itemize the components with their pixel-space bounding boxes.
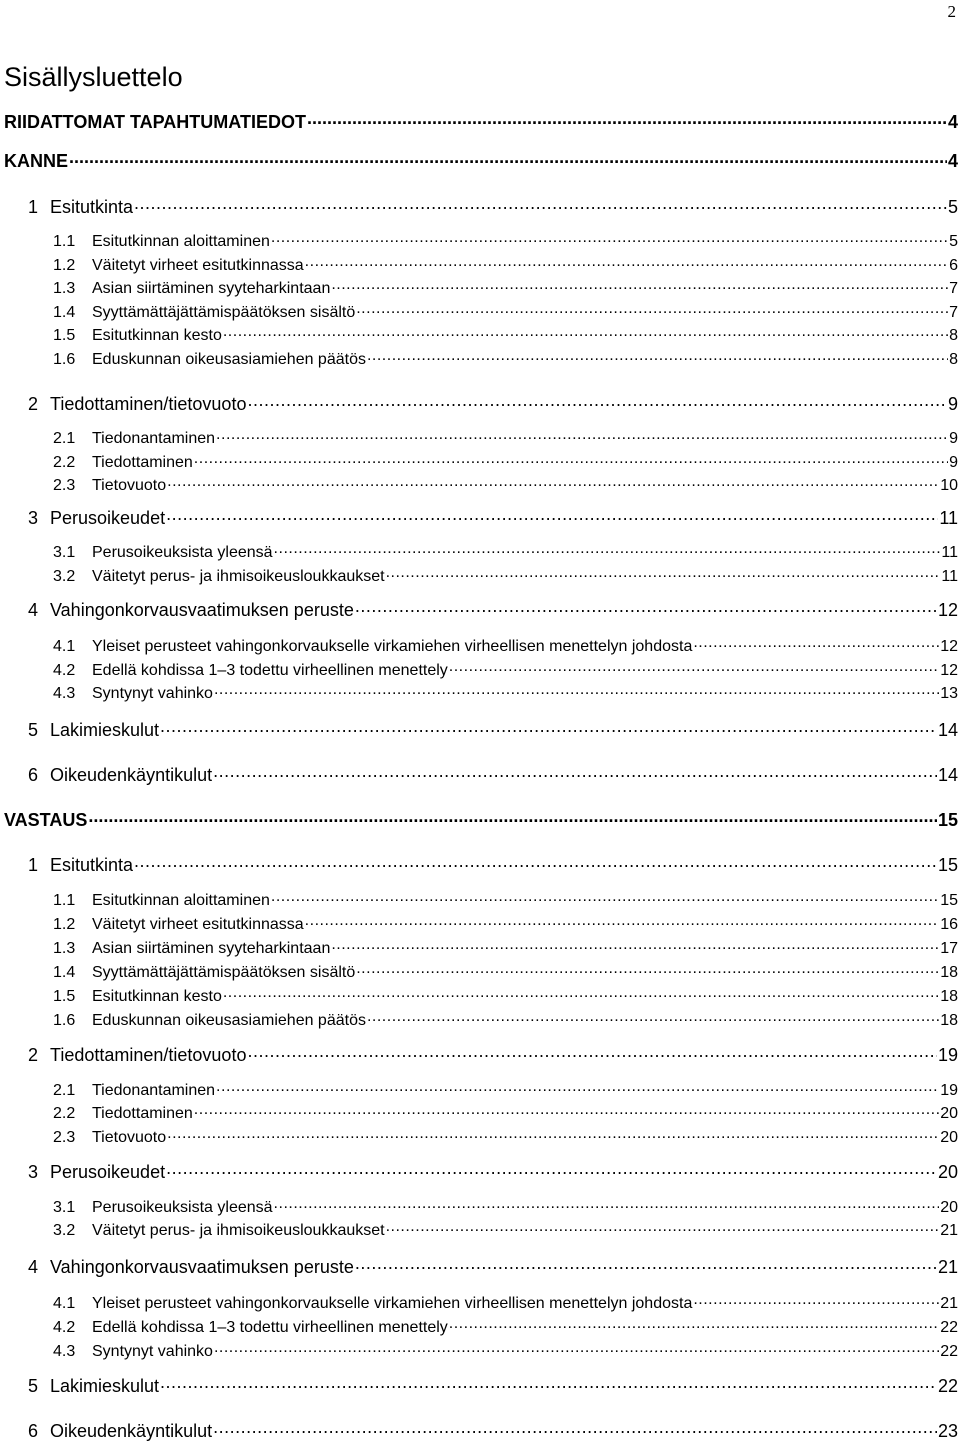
toc-entry-number: 1.5	[53, 988, 76, 1005]
toc-entry-title: Perusoikeudet	[50, 508, 166, 528]
toc-entry-title: Vahingonkorvausvaatimuksen peruste	[50, 600, 354, 620]
toc-entry-page: 11	[941, 544, 958, 561]
toc-dot-leader	[166, 1160, 937, 1178]
toc-entry-page: 5	[949, 233, 958, 250]
toc-entry-title: Perusoikeudet	[50, 1162, 166, 1182]
toc-entry-page: 13	[940, 685, 958, 702]
toc-entry-number: 2.2	[53, 454, 76, 471]
toc-entry-page: 15	[940, 892, 958, 909]
toc-subsection	[53, 277, 958, 298]
toc-dot-leader	[216, 1079, 939, 1095]
toc-chapter	[28, 718, 958, 741]
toc-section	[4, 808, 958, 831]
toc-dot-leader	[355, 598, 937, 616]
toc-entry-title: KANNE	[4, 151, 69, 171]
toc-entry-page: 20	[937, 1162, 958, 1182]
toc-entry-title: Tiedottaminen	[92, 454, 193, 471]
toc-entry-page: 22	[940, 1343, 958, 1360]
toc-entry-page: 20	[940, 1129, 958, 1146]
toc-entry-title: Syyttämättäjättämispäätöksen sisältö	[92, 304, 356, 321]
toc-entry-number: 5	[28, 1376, 39, 1396]
toc-subsection	[53, 427, 958, 448]
toc-entry-number: 2.1	[53, 1082, 76, 1099]
toc-dot-leader	[449, 1316, 939, 1332]
toc-entry-title: Väitetyt virheet esitutkinnassa	[92, 257, 304, 274]
toc-dot-leader	[356, 961, 939, 977]
toc-entry-title: Väitetyt virheet esitutkinnassa	[92, 916, 304, 933]
toc-entry-page: 16	[940, 916, 958, 933]
toc-subsection	[53, 541, 958, 562]
toc-entry-title: Lakimieskulut	[50, 1376, 160, 1396]
toc-entry-page: 11	[939, 508, 958, 528]
toc-entry-number: 2.3	[53, 1129, 76, 1146]
toc-subsection	[53, 565, 958, 586]
toc-entry-title: Perusoikeuksista yleensä	[92, 1199, 273, 1216]
toc-entry-title: Tietovuoto	[92, 477, 167, 494]
toc-subsection	[53, 230, 958, 251]
toc-entry-number: 5	[28, 720, 39, 740]
toc-dot-leader	[274, 1196, 940, 1212]
toc-entry-title: Väitetyt perus- ja ihmisoikeusloukkaukset	[92, 568, 385, 585]
toc-dot-leader	[367, 1009, 939, 1025]
toc-subsection	[53, 1219, 958, 1240]
toc-dot-leader	[88, 808, 937, 826]
toc-subsection	[53, 1196, 958, 1217]
toc-entry-page: 20	[940, 1105, 958, 1122]
toc-dot-leader	[214, 1340, 939, 1356]
toc-entry-number: 2.2	[53, 1105, 76, 1122]
toc-entry-title: Väitetyt perus- ja ihmisoikeusloukkaukset	[92, 1222, 385, 1239]
toc-entry-number: 1	[28, 855, 39, 875]
toc-entry-number: 3.1	[53, 544, 76, 561]
toc-subsection	[53, 324, 958, 345]
toc-dot-leader	[134, 195, 947, 213]
toc-dot-leader	[693, 635, 939, 651]
toc-entry-number: 1.4	[53, 304, 76, 321]
toc-entry-page: 14	[937, 720, 958, 740]
toc-section	[4, 110, 958, 133]
toc-subsection	[53, 659, 958, 680]
toc-entry-number: 3	[28, 1162, 39, 1182]
toc-entry-title: Eduskunnan oikeusasiamiehen päätös	[92, 1012, 366, 1029]
toc-entry-title: Esitutkinnan aloittaminen	[92, 892, 270, 909]
toc-entry-number: 4.1	[53, 638, 76, 655]
toc-entry-title: Tiedottaminen/tietovuoto	[50, 1045, 247, 1065]
toc-entry-page: 4	[947, 112, 958, 132]
toc-dot-leader	[160, 1374, 937, 1392]
toc-subsection	[53, 913, 958, 934]
toc-dot-leader	[386, 565, 941, 581]
toc-entry-title: Edellä kohdissa 1–3 todettu virheellinen menettely	[92, 662, 448, 679]
toc-entry-page: 12	[937, 600, 958, 620]
toc-entry-number: 1.1	[53, 892, 76, 909]
toc-entry-page: 17	[940, 940, 958, 957]
toc-entry-title: Vahingonkorvausvaatimuksen peruste	[50, 1257, 354, 1277]
toc-subsection	[53, 937, 958, 958]
toc-entry-page: 5	[947, 197, 958, 217]
toc-entry-number: 4	[28, 1257, 39, 1277]
toc-entry-number: 1.6	[53, 1012, 76, 1029]
toc-dot-leader	[223, 324, 948, 340]
toc-entry-page: 15	[937, 855, 958, 875]
toc-entry-number: 1.2	[53, 257, 76, 274]
toc-chapter	[28, 195, 958, 218]
toc-entry-number: 6	[28, 765, 39, 785]
toc-chapter	[28, 1255, 958, 1278]
toc-entry-title: Esitutkinta	[50, 855, 134, 875]
toc-dot-leader	[213, 763, 937, 781]
toc-entry-number: 4.1	[53, 1295, 76, 1312]
toc-entry-page: 6	[949, 257, 958, 274]
toc-subsection	[53, 301, 958, 322]
toc-dot-leader	[449, 659, 939, 675]
toc-entry-number: 1.2	[53, 916, 76, 933]
toc-entry-title: Yleiset perusteet vahingonkorvaukselle virkamiehen virheellisen menettelyn johdosta	[92, 1295, 693, 1312]
toc-subsection	[53, 682, 958, 703]
toc-entry-page: 18	[940, 1012, 958, 1029]
toc-dot-leader	[166, 506, 938, 524]
toc-entry-number: 2	[28, 1045, 39, 1065]
toc-subsection	[53, 635, 958, 656]
toc-entry-number: 1.5	[53, 327, 76, 344]
toc-entry-page: 11	[941, 568, 958, 585]
toc-dot-leader	[271, 889, 939, 905]
toc-entry-title: Edellä kohdissa 1–3 todettu virheellinen menettely	[92, 1319, 448, 1336]
toc-entry-page: 8	[949, 327, 958, 344]
toc-entry-page: 12	[940, 638, 958, 655]
toc-entry-number: 1.3	[53, 280, 76, 297]
toc-entry-title: Esitutkinnan aloittaminen	[92, 233, 270, 250]
toc-entry-page: 10	[940, 477, 958, 494]
toc-entry-number: 3.2	[53, 568, 76, 585]
toc-entry-number: 2.3	[53, 477, 76, 494]
toc-entry-number: 4.2	[53, 662, 76, 679]
toc-chapter	[28, 1043, 958, 1066]
toc-entry-title: Asian siirtäminen syyteharkintaan	[92, 940, 331, 957]
toc-entry-page: 9	[949, 454, 958, 471]
toc-entry-number: 4.2	[53, 1319, 76, 1336]
toc-section	[4, 149, 958, 172]
toc-entry-number: 1.4	[53, 964, 76, 981]
toc-entry-title: Syntynyt vahinko	[92, 685, 213, 702]
toc-chapter	[28, 506, 958, 529]
toc-chapter	[28, 1374, 958, 1397]
toc-subsection	[53, 254, 958, 275]
toc-dot-leader	[216, 427, 948, 443]
toc-entry-page: 14	[937, 765, 958, 785]
toc-dot-leader	[305, 254, 948, 270]
toc-entry-page: 18	[940, 988, 958, 1005]
toc-entry-number: 1.6	[53, 351, 76, 368]
toc-entry-title: Syntynyt vahinko	[92, 1343, 213, 1360]
toc-entry-page: 19	[937, 1045, 958, 1065]
toc-dot-leader	[223, 985, 939, 1001]
toc-entry-page: 7	[949, 280, 958, 297]
toc-entry-title: RIIDATTOMAT TAPAHTUMATIEDOT	[4, 112, 306, 132]
toc-dot-leader	[213, 1419, 937, 1437]
toc-entry-number: 1.3	[53, 940, 76, 957]
toc-chapter	[28, 392, 958, 415]
toc-chapter	[28, 763, 958, 786]
toc-entry-number: 1	[28, 197, 39, 217]
toc-entry-title: VASTAUS	[4, 810, 88, 830]
toc-dot-leader	[167, 1126, 939, 1142]
toc-entry-page: 23	[937, 1421, 958, 1441]
toc-entry-title: Perusoikeuksista yleensä	[92, 544, 273, 561]
toc-entry-number: 4	[28, 600, 39, 620]
toc-entry-page: 22	[940, 1319, 958, 1336]
toc-subsection	[53, 474, 958, 495]
toc-entry-page: 20	[940, 1199, 958, 1216]
toc-dot-leader	[305, 913, 940, 929]
toc-entry-page: 21	[940, 1222, 958, 1239]
toc-entry-title: Oikeudenkäyntikulut	[50, 765, 213, 785]
toc-entry-page: 21	[937, 1257, 958, 1277]
toc-dot-leader	[271, 230, 948, 246]
toc-subsection	[53, 961, 958, 982]
toc-entry-page: 9	[947, 394, 958, 414]
toc-entry-number: 2.1	[53, 430, 76, 447]
toc-entry-page: 7	[949, 304, 958, 321]
toc-entry-page: 12	[940, 662, 958, 679]
toc-entry-number: 6	[28, 1421, 39, 1441]
toc-subsection	[53, 1079, 958, 1100]
toc-dot-leader	[247, 392, 947, 410]
toc-dot-leader	[331, 277, 948, 293]
toc-heading: Sisällysluettelo	[4, 62, 183, 92]
toc-subsection	[53, 1340, 958, 1361]
toc-entry-number: 2	[28, 394, 39, 414]
toc-dot-leader	[355, 1255, 937, 1273]
toc-dot-leader	[160, 718, 937, 736]
toc-entry-page: 4	[947, 151, 958, 171]
toc-dot-leader	[367, 348, 948, 364]
toc-subsection	[53, 348, 958, 369]
toc-dot-leader	[247, 1043, 937, 1061]
toc-dot-leader	[331, 937, 939, 953]
toc-subsection	[53, 1316, 958, 1337]
toc-entry-page: 9	[949, 430, 958, 447]
toc-subsection	[53, 1009, 958, 1030]
toc-dot-leader	[69, 149, 947, 167]
toc-dot-leader	[167, 474, 939, 490]
toc-dot-leader	[386, 1219, 940, 1235]
toc-dot-leader	[194, 451, 948, 467]
toc-entry-number: 3.2	[53, 1222, 76, 1239]
toc-chapter	[28, 598, 958, 621]
toc-entry-title: Asian siirtäminen syyteharkintaan	[92, 280, 331, 297]
toc-entry-number: 1.1	[53, 233, 76, 250]
toc-dot-leader	[356, 301, 948, 317]
toc-entry-title: Esitutkinta	[50, 197, 134, 217]
toc-entry-number: 3.1	[53, 1199, 76, 1216]
toc-entry-title: Tiedottaminen/tietovuoto	[50, 394, 247, 414]
toc-dot-leader	[134, 853, 937, 871]
toc-entry-page: 8	[949, 351, 958, 368]
toc-entry-title: Esitutkinnan kesto	[92, 988, 222, 1005]
toc-entry-title: Oikeudenkäyntikulut	[50, 1421, 213, 1441]
toc-dot-leader	[194, 1102, 939, 1118]
toc-entry-page: 19	[940, 1082, 958, 1099]
toc-subsection	[53, 1292, 958, 1313]
toc-entry-title: Esitutkinnan kesto	[92, 327, 222, 344]
toc-entry-title: Lakimieskulut	[50, 720, 160, 740]
toc-entry-title: Tiedonantaminen	[92, 1082, 216, 1099]
page-number: 2	[947, 2, 956, 21]
toc-entry-title: Syyttämättäjättämispäätöksen sisältö	[92, 964, 356, 981]
toc-entry-page: 18	[940, 964, 958, 981]
toc-entry-number: 4.3	[53, 1343, 76, 1360]
toc-dot-leader	[214, 682, 939, 698]
toc-dot-leader	[693, 1292, 939, 1308]
toc-subsection	[53, 1126, 958, 1147]
toc-entry-page: 21	[940, 1295, 958, 1312]
toc-dot-leader	[307, 110, 947, 128]
toc-entry-title: Eduskunnan oikeusasiamiehen päätös	[92, 351, 366, 368]
toc-subsection	[53, 451, 958, 472]
toc-chapter	[28, 1160, 958, 1183]
toc-subsection	[53, 985, 958, 1006]
toc-entry-title: Yleiset perusteet vahingonkorvaukselle virkamiehen virheellisen menettelyn johdosta	[92, 638, 693, 655]
toc-entry-title: Tiedonantaminen	[92, 430, 216, 447]
toc-entry-title: Tietovuoto	[92, 1129, 167, 1146]
toc-chapter	[28, 853, 958, 876]
toc-entry-number: 3	[28, 508, 39, 528]
toc-dot-leader	[274, 541, 941, 557]
toc-subsection	[53, 1102, 958, 1123]
toc-entry-title: Tiedottaminen	[92, 1105, 193, 1122]
toc-subsection	[53, 889, 958, 910]
toc-entry-page: 22	[937, 1376, 958, 1396]
toc-entry-page: 15	[937, 810, 958, 830]
toc-entry-number: 4.3	[53, 685, 76, 702]
toc-chapter	[28, 1419, 958, 1442]
